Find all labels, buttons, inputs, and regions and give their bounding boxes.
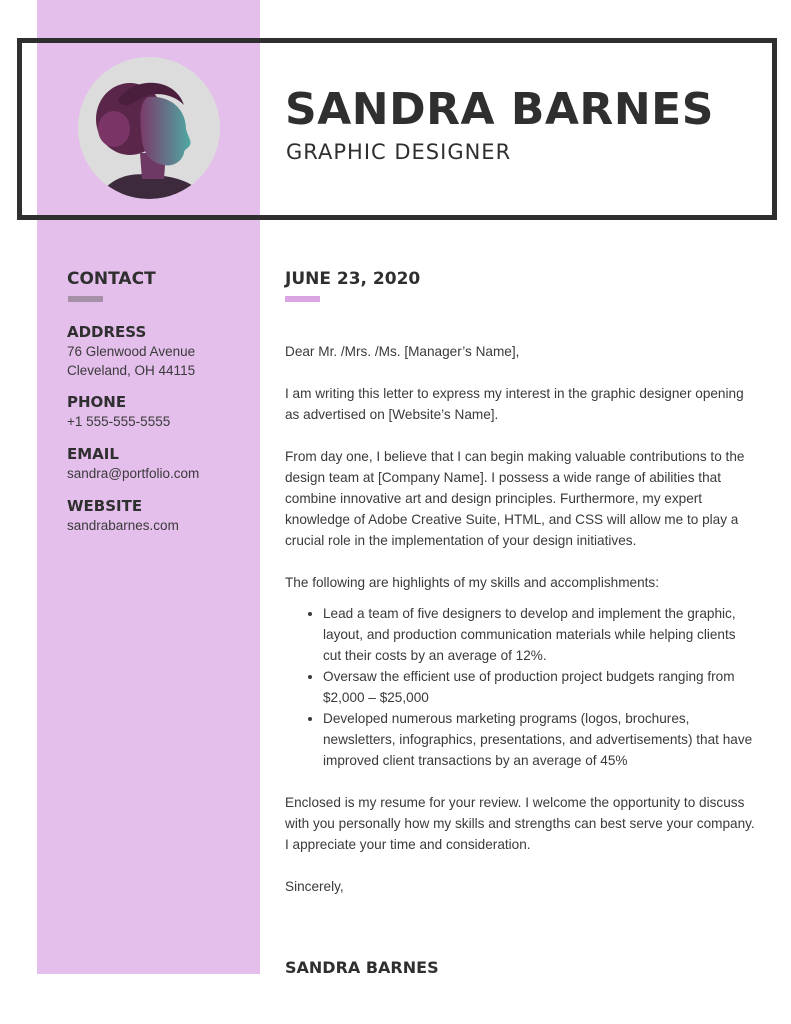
- list-item: • Developed numerous marketing programs (logos, brochures, newsletters, infographics, presentations, and advertisements) that have improved client transactions by an average of 45%: [323, 708, 755, 771]
- email-label: EMAIL: [67, 445, 119, 463]
- phone-label: PHONE: [67, 393, 127, 411]
- profile-photo: [78, 57, 220, 199]
- signature-name: SANDRA BARNES: [285, 958, 439, 977]
- portrait-illustration: [78, 57, 220, 199]
- contact-website: [67, 496, 252, 535]
- address-line2: Cleveland, OH 44115: [67, 363, 196, 378]
- letter-date: JUNE 23, 2020: [285, 269, 421, 289]
- email-link[interactable]: sandra@portfolio.com: [67, 466, 200, 481]
- contact-heading: CONTACT: [67, 269, 156, 289]
- applicant-role: GRAPHIC DESIGNER: [286, 140, 512, 164]
- website-link[interactable]: sandrabarnes.com: [67, 518, 179, 533]
- website-label: WEBSITE: [67, 497, 143, 515]
- paragraph-highlights-intro: The following are highlights of my skills and accomplishments:: [285, 575, 659, 590]
- phone-value[interactable]: +1 555-555-5555: [67, 414, 171, 429]
- contact-email: [67, 444, 252, 483]
- paragraph-intro: I am writing this letter to express my interest in the graphic designer opening as advertised on [Website’s Name].: [285, 386, 744, 422]
- date-underline: [285, 296, 320, 302]
- address-line1: 76 Glenwood Avenue: [67, 344, 196, 359]
- salutation: Dear Mr. /Mrs. /Ms. [Manager’s Name],: [285, 344, 520, 359]
- contact-heading-underline: [68, 296, 103, 302]
- valediction: Sincerely,: [285, 879, 344, 894]
- applicant-name: SANDRA BARNES: [285, 84, 714, 135]
- paragraph-closing: Enclosed is my resume for your review. I welcome the opportunity to discuss with you personally how my skills and strengths can best serve your company. I appreciate your time and consideration.: [285, 795, 755, 852]
- contact-phone: [67, 392, 252, 431]
- contact-address: [67, 322, 252, 380]
- letter-body: [285, 341, 755, 918]
- list-item: • Lead a team of five designers to develop and implement the graphic, layout, and production communication materials while helping clients cut their costs by an average of 12%.: [323, 603, 755, 666]
- paragraph-contributions: From day one, I believe that I can begin making valuable contributions to the design team at [Company Name]. I possess a wide range of abilities that combine innovative art and design principles. Furthermore, my expert knowledge of Adobe Creative Suite, HTML, and CSS will allow me to play a crucial role in the implementation of your design initiatives.: [285, 449, 745, 548]
- address-label: ADDRESS: [67, 323, 147, 341]
- list-item: • Oversaw the efficient use of production project budgets ranging from $2,000 – $25,000: [323, 666, 755, 708]
- highlights-list: [285, 603, 755, 771]
